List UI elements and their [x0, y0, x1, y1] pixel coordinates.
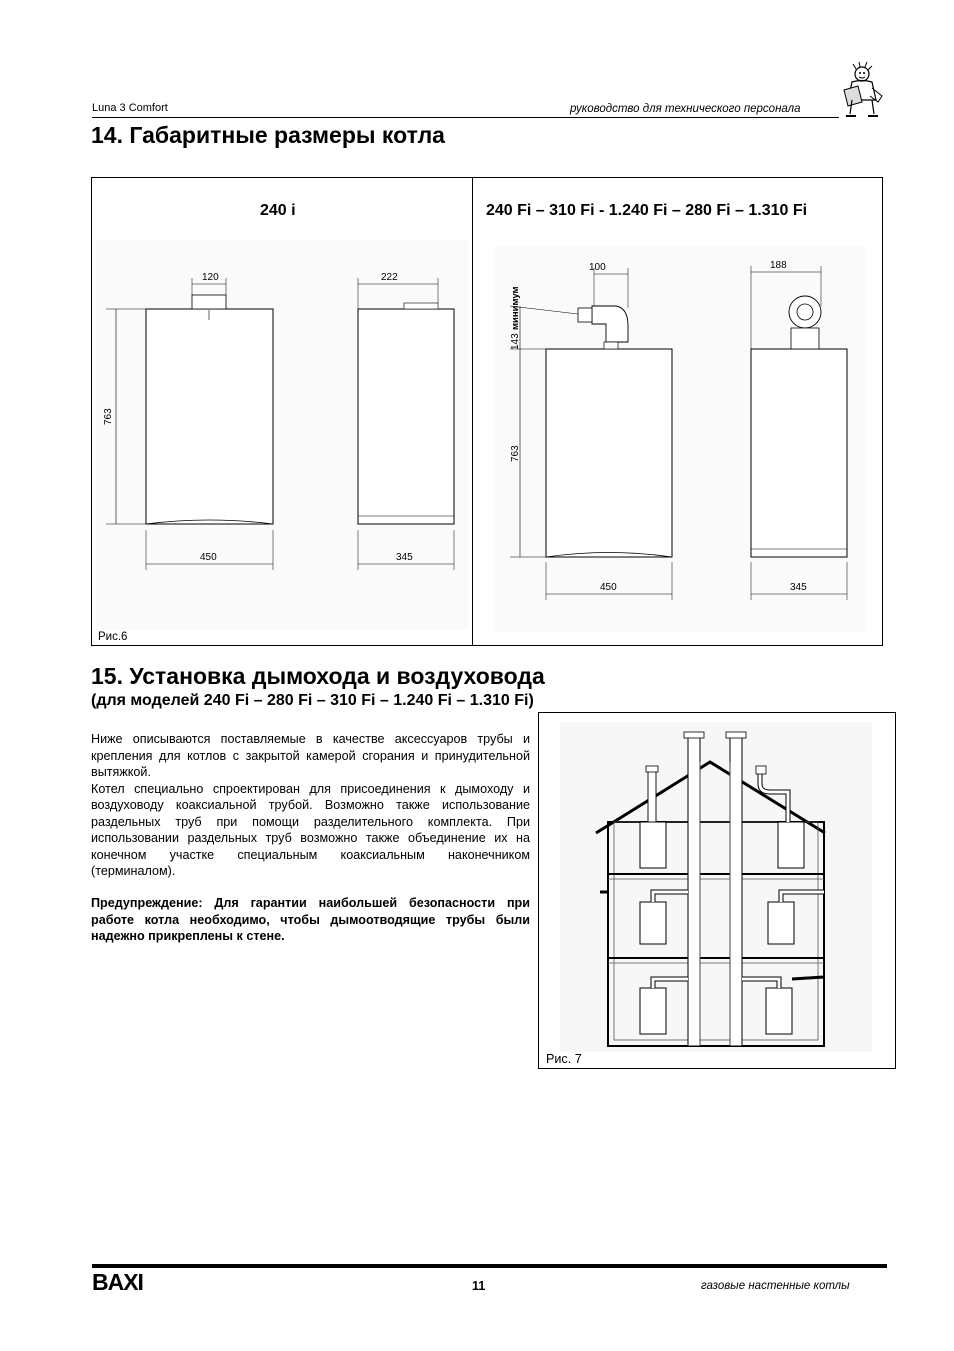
dim-side-flue: 222	[381, 272, 398, 283]
footer-product-line: газовые настенные котлы	[701, 1280, 850, 1292]
figure-7-caption: Рис. 7	[546, 1052, 582, 1066]
footer-rule	[92, 1264, 887, 1268]
dim-front-height-fi: 763	[510, 445, 521, 462]
figure-7-house-drawing	[560, 722, 872, 1052]
baxi-logo	[92, 1268, 152, 1294]
section-15-body	[91, 731, 530, 880]
figure-6-right-heading: 240 Fi – 310 Fi - 1.240 Fi – 280 Fi – 1.310 Fi	[486, 202, 808, 219]
dim-side-depth-fi: 345	[790, 582, 807, 593]
svg-text:BAXI: BAXI	[92, 1269, 143, 1294]
dim-front-flue: 120	[202, 272, 219, 283]
dim-front-width-fi: 450	[600, 582, 617, 593]
dim-side-depth: 345	[396, 552, 413, 563]
section-14-title: 14. Габаритные размеры котла	[91, 122, 445, 148]
technician-mascot-icon	[838, 60, 886, 118]
figure-6-left-heading: 240 i	[260, 202, 296, 219]
header-model: Luna 3 Comfort	[92, 102, 168, 114]
header-manual-type: руководство для технического персонала	[570, 103, 801, 115]
section-15-subtitle: (для моделей 240 Fi – 280 Fi – 310 Fi – 1.240 Fi – 1.310 Fi)	[91, 692, 534, 709]
dim-front-flue-fi: 100	[589, 262, 606, 273]
section-15-title: 15. Установка дымохода и воздуховода	[91, 663, 545, 689]
page-number: 11	[472, 1279, 486, 1293]
dim-front-height: 763	[103, 408, 114, 425]
safety-warning: Предупреждение: Для гарантии наибольшей безопасности при работе котла необходимо, чтобы дымоотводящие трубы были надежно прикреплены к стене.	[91, 896, 530, 943]
figure-6-left-drawing	[96, 240, 468, 630]
figure-6-divider	[472, 177, 473, 646]
figure-6-right-drawing	[494, 246, 866, 632]
paragraph-1: Ниже описываются поставляемые в качестве аксессуаров трубы и крепления для котлов с закрытой камерой сгорания и принудительной вытяжкой.	[91, 732, 530, 779]
figure-6-caption: Рис.6	[98, 631, 128, 643]
header-rule	[92, 117, 839, 118]
dim-min-height: 143	[510, 333, 521, 350]
dim-front-width: 450	[200, 552, 217, 563]
paragraph-2: Котел специально спроектирован для присоединения к дымоходу и воздуховоду коаксиальной трубой. Возможно также использование раздельных труб при помощи разделительного комплекта. При использовании раздельных труб возможно также объединение их на конечном участке специальным коаксиальным наконечником (терминалом).	[91, 781, 530, 878]
dim-side-flue-fi: 188	[770, 260, 787, 271]
dim-min-label: минимум	[510, 286, 521, 330]
